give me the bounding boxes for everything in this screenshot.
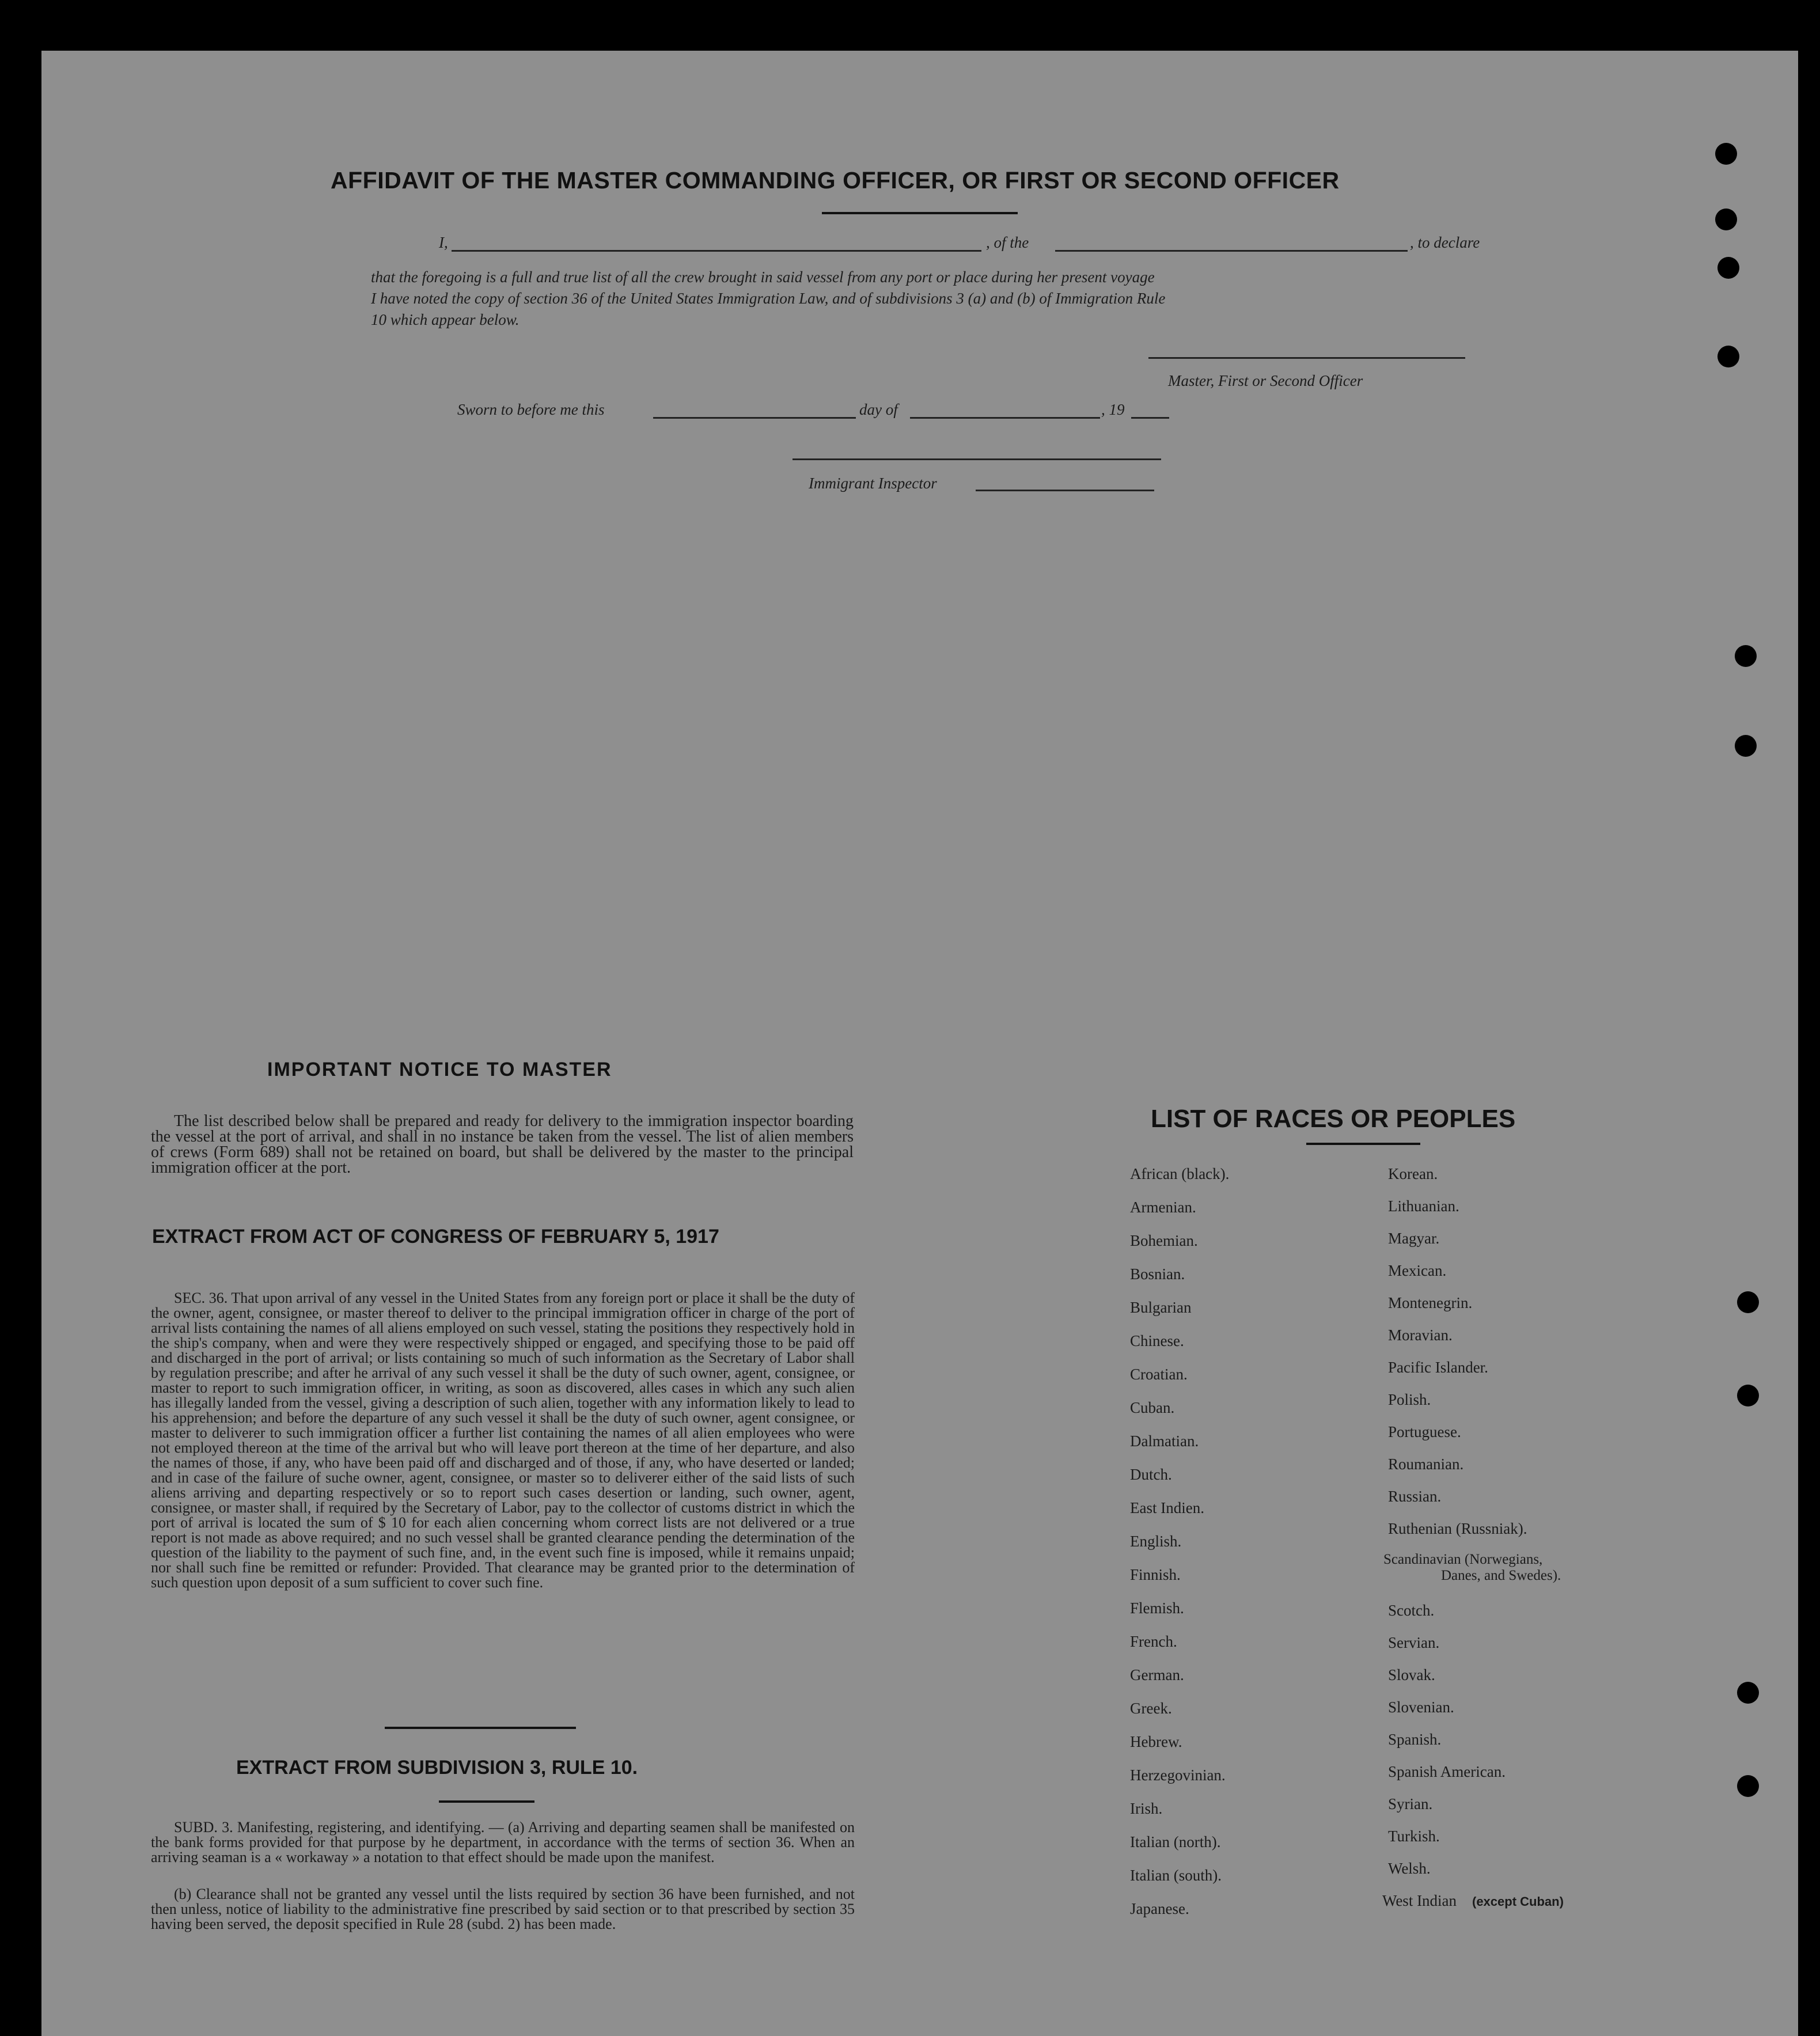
race-item: African (black). [1130, 1165, 1230, 1182]
race-item: Slovenian. [1388, 1698, 1454, 1716]
sworn-month-line [910, 417, 1100, 419]
race-item: Hebrew. [1130, 1733, 1182, 1750]
notice-body: The list described below shall be prepared and ready for delivery to the immigration inspector boarding the vessel at the port of arrival, and shall in no instance be taken from the vessel. The list of alien members of crews (Form 689) shall not be retained on board, but shall be delivered by the master to the principal immigration officer at the port. [151, 1112, 854, 1177]
race-item: Japanese. [1130, 1900, 1189, 1917]
i-label: I, [439, 234, 448, 251]
race-item: Finnish. [1130, 1566, 1181, 1583]
race-item: Dutch. [1130, 1466, 1172, 1483]
race-item: Servian. [1388, 1634, 1440, 1651]
race-item: Irish. [1130, 1800, 1163, 1817]
race-item: French. [1130, 1633, 1177, 1650]
binder-hole [1717, 346, 1739, 367]
race-item: Magyar. [1388, 1230, 1440, 1247]
binder-hole [1737, 1385, 1759, 1406]
affidavit-title-rule [822, 212, 1018, 214]
race-item: Italian (south). [1130, 1867, 1222, 1884]
race-item: Spanish. [1388, 1731, 1442, 1748]
sworn-year-line [1131, 417, 1169, 419]
sworn-day-line [653, 417, 856, 419]
day-of-label: day of [859, 401, 898, 418]
binder-hole [1737, 1775, 1759, 1797]
race-item: Lithuanian. [1388, 1197, 1459, 1215]
race-item: Scotch. [1388, 1602, 1435, 1619]
race-item: Spanish American. [1388, 1763, 1506, 1780]
race-item: Croatian. [1130, 1366, 1188, 1383]
binder-hole [1717, 257, 1739, 279]
binder-hole [1737, 1291, 1759, 1313]
race-item: Flemish. [1130, 1599, 1184, 1617]
act-extract-title: EXTRACT FROM ACT OF CONGRESS OF FEBRUARY 5, 1917 [152, 1226, 719, 1248]
rule-para-b: (b) Clearance shall not be granted any vessel until the lists required by section 36 have been furnished, and not then unless, notice of liability to the administrative fine prescribed by said section or to that prescribed by section 35 having been served, the deposit specified in Rule 28 (subd. 2) has been made. [151, 1886, 855, 1932]
notice-title: IMPORTANT NOTICE TO MASTER [267, 1059, 612, 1080]
sworn-label: Sworn to before me this [457, 401, 605, 418]
form-sheet [41, 51, 1798, 2036]
race-item: Pacific Islander. [1388, 1359, 1488, 1376]
rule-extract-title-rule [439, 1800, 534, 1803]
race-item: Russian. [1388, 1488, 1442, 1505]
race-item: Syrian. [1388, 1795, 1433, 1813]
race-item: German. [1130, 1666, 1184, 1684]
races-title-rule [1306, 1143, 1420, 1145]
binder-hole [1735, 645, 1757, 667]
race-item: Cuban. [1130, 1399, 1175, 1416]
binder-hole [1737, 1682, 1759, 1704]
race-item: Korean. [1388, 1165, 1438, 1182]
rule-para-a: SUBD. 3. Manifesting, registering, and identifying. — (a) Arriving and departing seamen shall be manifested on the bank forms provided for that purpose by he department, in accordance with the terms of section 36. When an arriving seaman is a « workaway » a notation to that effect should be made upon the manifest. [151, 1819, 855, 1866]
inspector-line [793, 458, 1161, 460]
race-item: Greek. [1130, 1700, 1172, 1717]
binder-hole [1715, 143, 1737, 165]
affidavit-title: AFFIDAVIT OF THE MASTER COMMANDING OFFICER, OR FIRST OR SECOND OFFICER [331, 167, 1340, 194]
name-line [452, 250, 981, 252]
race-item: Armenian. [1130, 1199, 1196, 1216]
of-the-label: , of the [986, 234, 1029, 251]
race-item: Danes, and Swedes). [1441, 1568, 1561, 1583]
signature-line [1148, 357, 1465, 359]
race-item: Slovak. [1388, 1666, 1435, 1684]
race-item: Polish. [1388, 1391, 1431, 1408]
race-item: Moravian. [1388, 1326, 1453, 1344]
affidavit-line-2: I have noted the copy of section 36 of the United States Immigration Law, and of subdivisions 3 (a) and (b) of Immigration Rule [371, 290, 1166, 307]
race-item: Bosnian. [1130, 1265, 1185, 1283]
act-extract-body: SEC. 36. That upon arrival of any vessel in the United States from any foreign port or place it shall be the duty of the owner, agent, consignee, or master thereof to deliver to the principal immigration officer in charge of the port of arrival lists containing the names of all aliens employed on such vessel, stating the positions they respectively hold in the ship's company, when and were they were respectively shipped or engaged, and specifying those to be paid off and discharged in the port of arrival; or lists containing so much of such information as the Secretary of Labor shall by regulation prescribe; and after he arrival of any such vessel it shall be the duty of such owner, agent, consignee, or master to report to such immigration officer, in writing, as soon as discovered, alles cases in which any such alien has illegally landed from the vessel, giving a description of such alien, together with any information likely to lead to his apprehension; and before the departure of any such vessel it shall be the duty of such owner, agent consignee, or master to deliverer to such immigration officer a further list containing the names of all alien employees who were not employed thereon at the time of the arrival but who will leave port thereon at the time of her departure, and also the names of those, if any, who have been paid off and discharged and of those, if any, who have deserted or landed; and in case of the failure of suche owner, agent, consignee, or master so to deliverer either of the said lists of such aliens arriving and departing respectively or so to report such cases desertion or landing, such owner, agent, consignee, or master shall, if required by the Secretary of Labor, pay to the collector of customs district in which the port of arrival is located the sum of $ 10 for each alien concerning whom correct lists are not delivered or a true report is not made as above required; and no such vessel shall be granted clearance pending the determination of the question of the liability to the payment of such fine, and, in the event such fine is imposed, while it remains unpaid; nor shall such fine be remitted or refunder: Provided. That clearance may be granted prior to the determination of such question upon deposit of a sum sufficient to cover such fine. [151, 1290, 855, 1591]
binder-hole [1715, 208, 1737, 230]
signature-label: Master, First or Second Officer [1168, 372, 1363, 389]
year-label: , 19 [1101, 401, 1125, 418]
to-declare-label: , to declare [1410, 234, 1480, 251]
race-item: Turkish. [1388, 1828, 1440, 1845]
race-item: Montenegrin. [1388, 1294, 1473, 1311]
race-item: Italian (north). [1130, 1833, 1221, 1851]
affidavit-line-3: 10 which appear below. [371, 311, 520, 328]
race-item: Portuguese. [1388, 1423, 1461, 1440]
race-item: Mexican. [1388, 1262, 1447, 1279]
races-title: LIST OF RACES OR PEOPLES [1151, 1105, 1516, 1133]
rule-extract-title: EXTRACT FROM SUBDIVISION 3, RULE 10. [236, 1757, 638, 1779]
vessel-line [1055, 250, 1408, 252]
binder-hole [1735, 735, 1757, 757]
race-item: Dalmatian. [1130, 1432, 1199, 1450]
race-item: Bohemian. [1130, 1232, 1198, 1249]
race-item: East Indien. [1130, 1499, 1204, 1516]
race-item: Welsh. [1388, 1860, 1431, 1877]
race-item: English. [1130, 1533, 1182, 1550]
race-item: Scandinavian (Norwegians, [1383, 1552, 1543, 1567]
inspector-sign-line [976, 490, 1154, 491]
race-item: Herzegovinian. [1130, 1766, 1226, 1784]
inspector-label: Immigrant Inspector [809, 475, 937, 492]
race-item: Ruthenian (Russniak). [1388, 1520, 1527, 1537]
act-extract-end-rule [385, 1727, 576, 1729]
race-item: Chinese. [1130, 1332, 1184, 1349]
race-item: Bulgarian [1130, 1299, 1192, 1316]
race-item-note: (except Cuban) [1472, 1894, 1564, 1909]
race-item: Roumanian. [1388, 1455, 1464, 1473]
race-item: West Indian [1382, 1892, 1457, 1909]
affidavit-line-1: that the foregoing is a full and true list of all the crew brought in said vessel from any port or place during her present voyage [371, 268, 1155, 286]
